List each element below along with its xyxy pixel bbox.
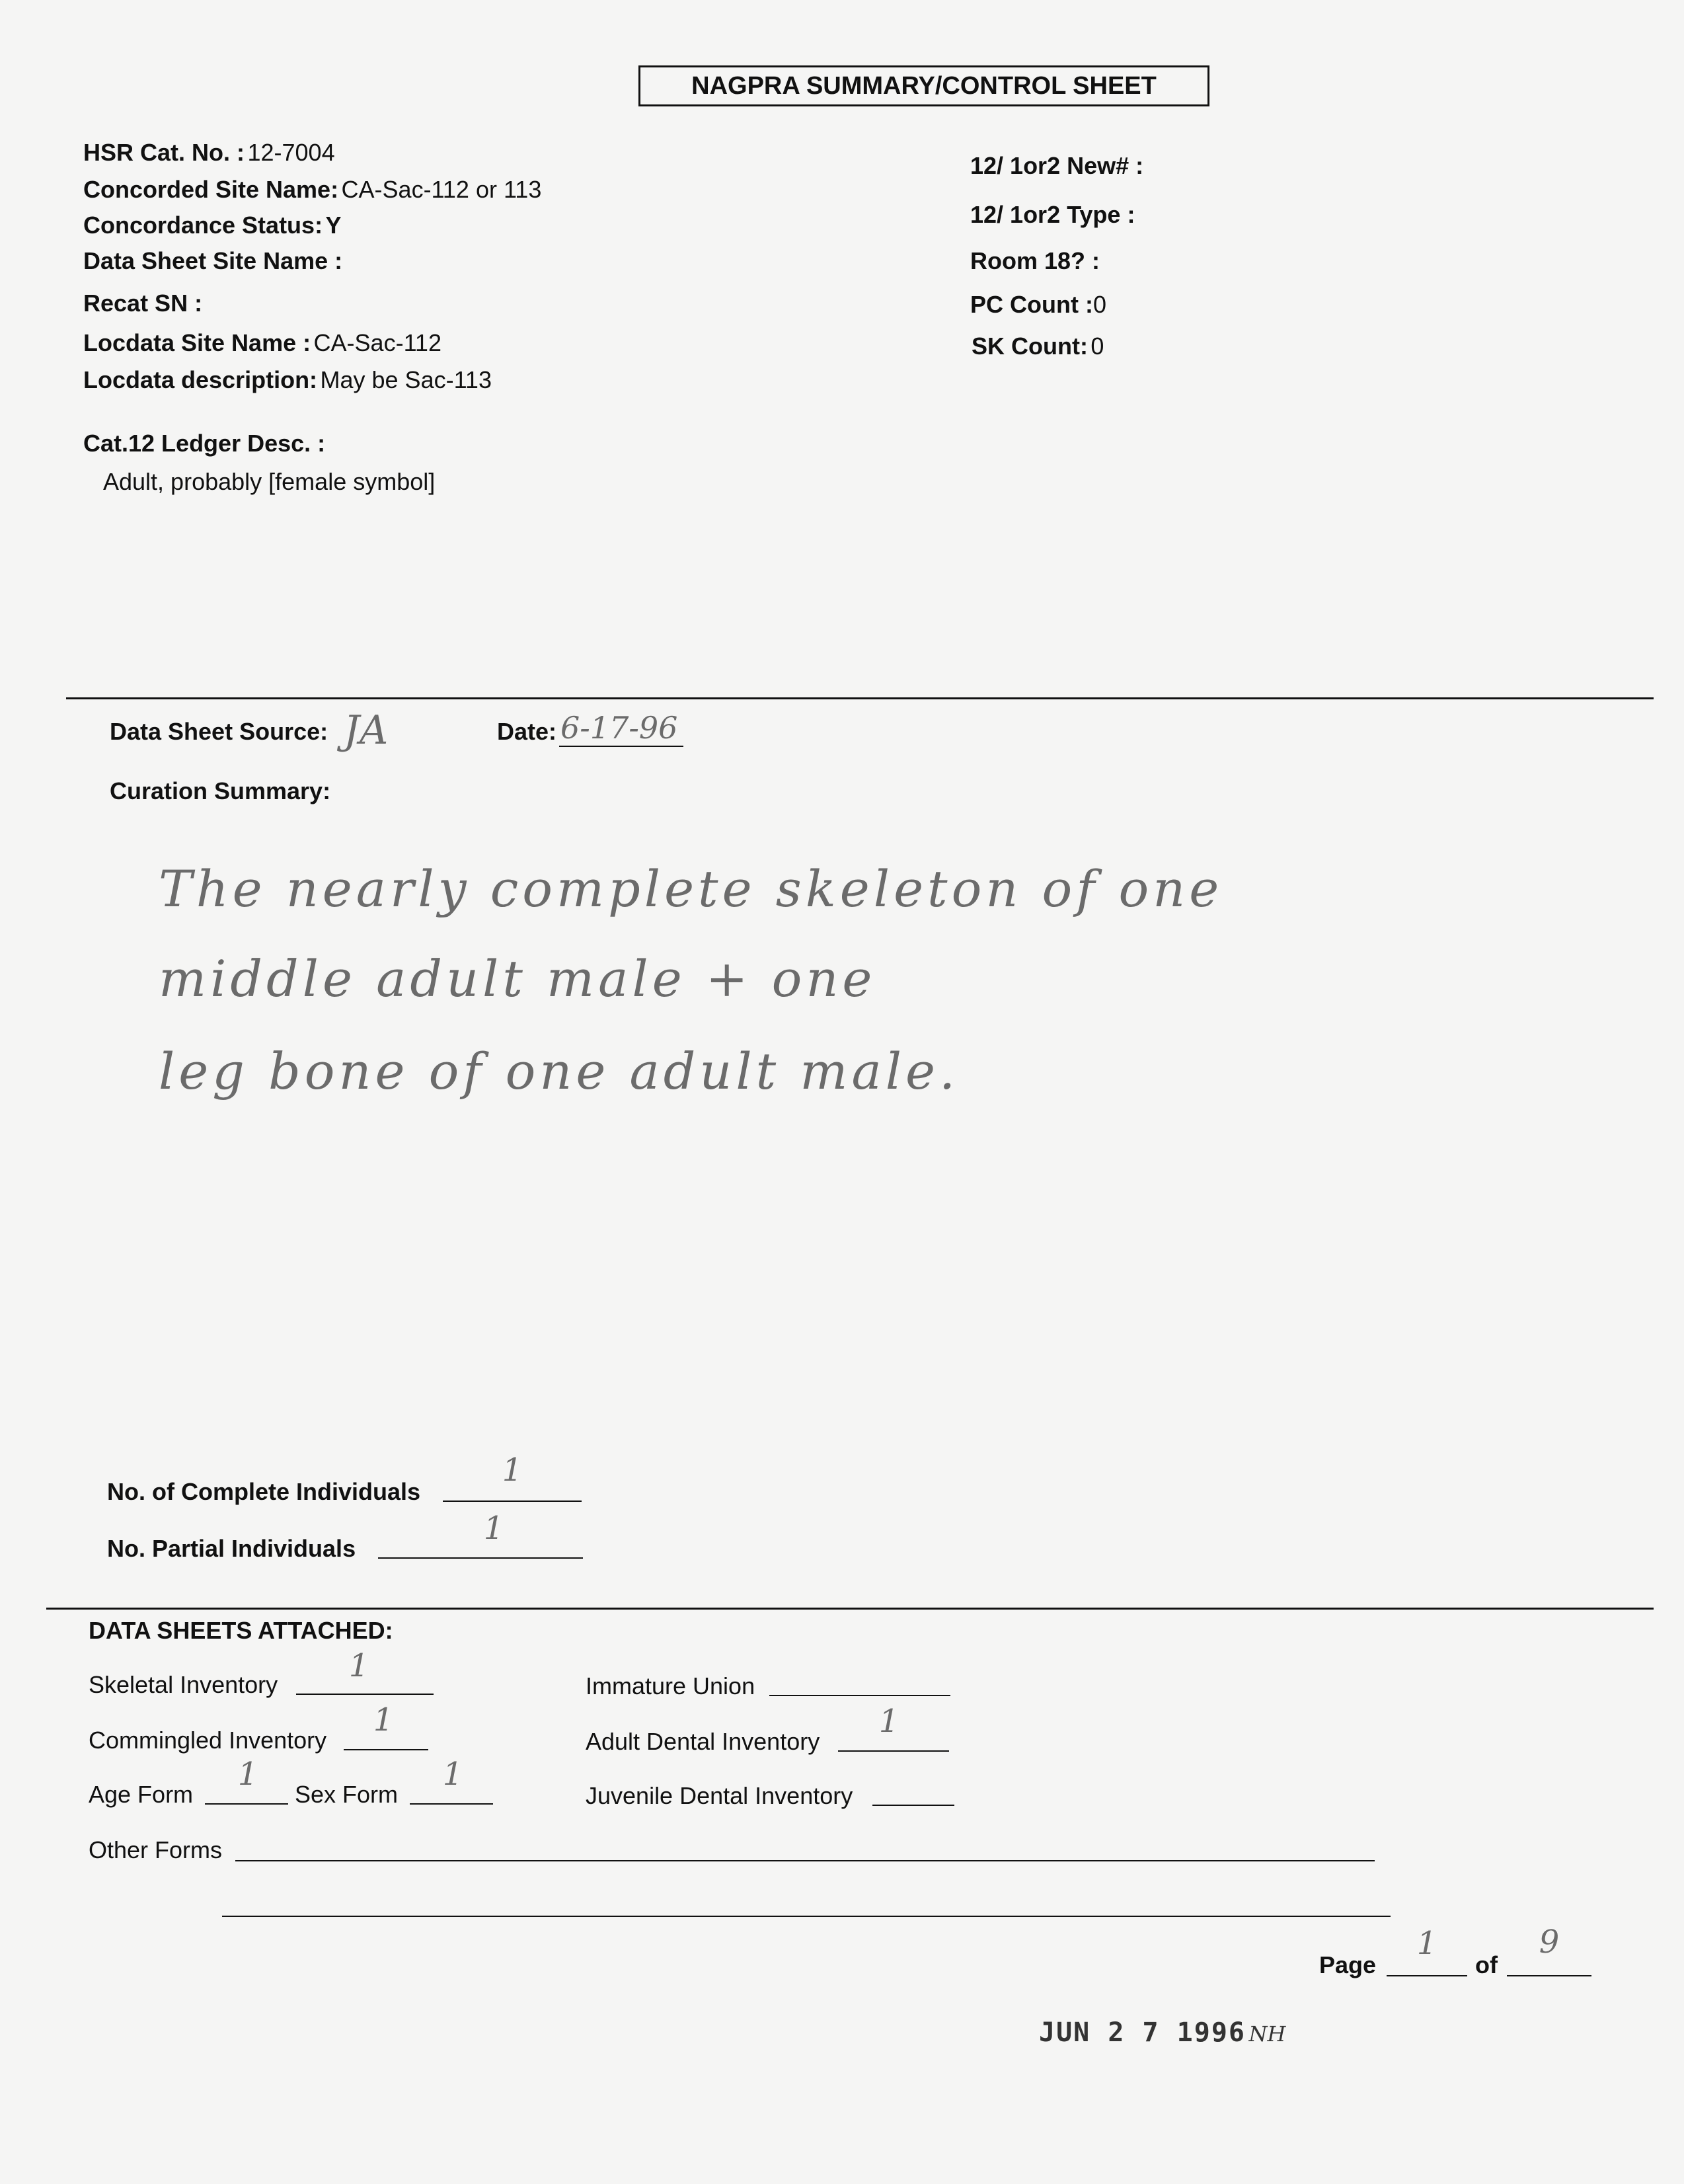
other-forms-label: Other Forms <box>89 1836 223 1863</box>
locdata-site-name-row <box>83 329 441 357</box>
partial-individuals-line <box>378 1557 583 1559</box>
adult-dental-inventory-value: 1 <box>878 1703 899 1740</box>
date-value: 6-17-96 <box>560 710 678 746</box>
ledger-desc-value: Adult, probably [female symbol] <box>103 468 436 495</box>
data-sheet-site-name-label: Data Sheet Site Name : <box>83 247 343 274</box>
new-no-label: 12/ 1or2 New# : <box>970 152 1144 179</box>
locdata-site-name-label: Locdata Site Name : <box>83 329 311 356</box>
concorded-site-name-value: CA-Sac-112 or 113 <box>341 176 542 203</box>
concorded-site-name-row <box>83 176 541 204</box>
data-sheet-source-value: JA <box>344 707 389 754</box>
skeletal-inventory-label: Skeletal Inventory <box>89 1671 278 1698</box>
hsr-cat-no-value: 12-7004 <box>247 139 335 166</box>
date-underline <box>559 746 683 747</box>
locdata-description-value: May be Sac-113 <box>320 366 492 393</box>
page-line <box>1387 1975 1467 1976</box>
locdata-description-row <box>83 366 492 394</box>
curation-summary-line-1: The nearly complete skeleton of one <box>159 859 1223 918</box>
adult-dental-inventory-line <box>838 1750 949 1752</box>
hsr-cat-no-label: HSR Cat. No. : <box>83 139 245 166</box>
new-no-row <box>970 152 1143 180</box>
sex-form-label: Sex Form <box>295 1781 399 1808</box>
date-label: Date: <box>497 718 557 745</box>
total-pages-line <box>1507 1975 1591 1976</box>
received-stamp <box>1039 2017 1285 2048</box>
total-pages-value: 9 <box>1539 1924 1560 1961</box>
pc-count-label: PC Count : <box>970 291 1093 318</box>
partial-individuals-label: No. Partial Individuals <box>107 1535 356 1562</box>
form-title: NAGPRA SUMMARY/CONTROL SHEET <box>638 65 1209 106</box>
page-label: Page <box>1319 1951 1377 1978</box>
partial-individuals-value: 1 <box>483 1510 504 1547</box>
pc-count-row <box>970 291 1106 319</box>
complete-individuals-line <box>443 1501 582 1502</box>
sk-count-row <box>972 332 1104 360</box>
commingled-inventory-label: Commingled Inventory <box>89 1727 327 1754</box>
data-sheet-source-label: Data Sheet Source: <box>110 718 328 745</box>
immature-union-line <box>769 1695 950 1696</box>
of-label: of <box>1475 1951 1498 1978</box>
sk-count-label: SK Count: <box>972 332 1088 360</box>
section-divider-top <box>66 697 1654 699</box>
curation-summary-label: Curation Summary: <box>110 777 331 804</box>
concordance-status-label: Concordance Status: <box>83 212 323 239</box>
sex-form-line <box>410 1803 493 1805</box>
immature-union-label: Immature Union <box>586 1672 755 1699</box>
skeletal-inventory-value: 1 <box>348 1647 369 1684</box>
complete-individuals-label: No. of Complete Individuals <box>107 1478 421 1505</box>
recat-sn-label: Recat SN : <box>83 290 203 317</box>
other-forms-line-1 <box>235 1860 1375 1861</box>
adult-dental-inventory-label: Adult Dental Inventory <box>586 1728 820 1755</box>
sk-count-value: 0 <box>1091 332 1104 360</box>
hsr-cat-no-row <box>83 139 335 167</box>
concordance-status-row <box>83 212 342 239</box>
commingled-inventory-value: 1 <box>373 1701 394 1738</box>
locdata-description-label: Locdata description: <box>83 366 318 393</box>
attachments-heading: DATA SHEETS ATTACHED: <box>89 1617 393 1644</box>
curation-summary-line-3: leg bone of one adult male. <box>159 1042 960 1101</box>
age-form-label: Age Form <box>89 1781 194 1808</box>
data-sheet-site-name-row <box>83 247 342 275</box>
commingled-inventory-line <box>344 1749 428 1750</box>
skeletal-inventory-line <box>296 1694 434 1695</box>
type-label: 12/ 1or2 Type : <box>970 201 1135 228</box>
age-form-line <box>205 1803 288 1805</box>
juvenile-dental-inventory-label: Juvenile Dental Inventory <box>586 1782 853 1809</box>
juvenile-dental-inventory-line <box>872 1805 954 1806</box>
concordance-status-value: Y <box>325 212 342 239</box>
age-form-value: 1 <box>237 1756 258 1793</box>
pc-count-value: 0 <box>1092 291 1106 318</box>
room18-label: Room 18? : <box>970 247 1100 274</box>
curation-summary-line-2: middle adult male + one <box>159 949 876 1008</box>
other-forms-line-2 <box>222 1916 1391 1917</box>
concorded-site-name-label: Concorded Site Name: <box>83 176 339 203</box>
received-stamp-initials: NH <box>1248 2021 1286 2047</box>
type-row <box>970 201 1135 229</box>
room18-row <box>970 247 1100 275</box>
complete-individuals-value: 1 <box>502 1452 523 1489</box>
received-stamp-date: JUN 2 7 1996 <box>1039 2017 1246 2048</box>
page-value: 1 <box>1416 1925 1437 1962</box>
sex-form-value: 1 <box>442 1756 463 1793</box>
locdata-site-name-value: CA-Sac-112 <box>313 329 441 356</box>
recat-sn-row <box>83 290 202 317</box>
section-divider-bottom <box>46 1608 1654 1610</box>
ledger-desc-label: Cat.12 Ledger Desc. : <box>83 430 326 457</box>
